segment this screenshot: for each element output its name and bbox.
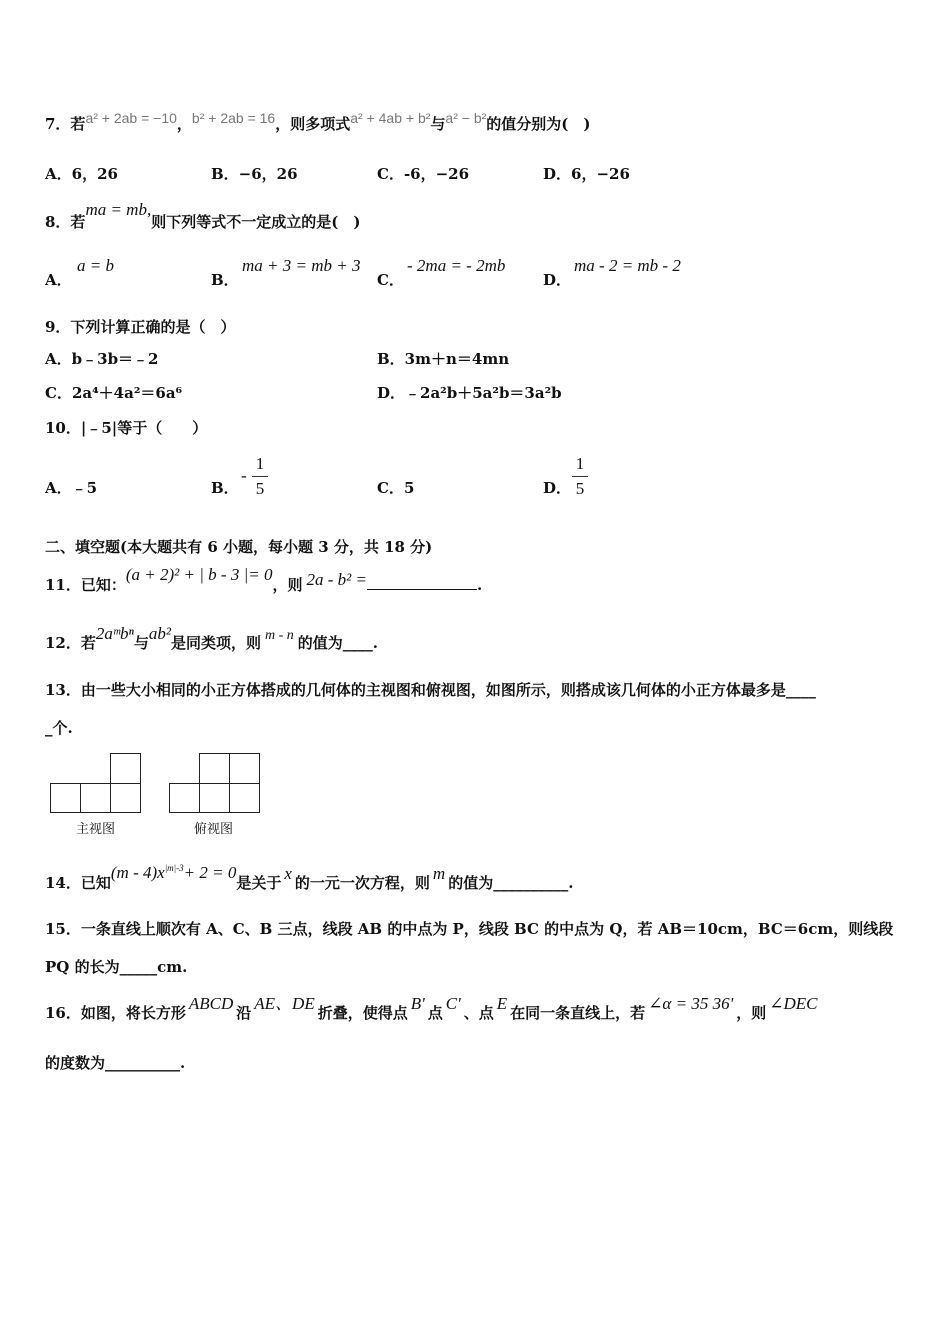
front-view-label: 主视图 — [76, 822, 116, 837]
q7-tail: 的值分别为( ) — [486, 115, 591, 133]
q8-expr-d: ma - 2 = mb - 2 — [574, 256, 681, 275]
q10-option-a: A．﹣5 — [45, 479, 98, 497]
top-view-label: 俯视图 — [194, 822, 234, 837]
q8-expr-c: - 2ma = - 2mb — [407, 256, 506, 275]
q16-mid3: 在同一条直线上，若 — [510, 1004, 646, 1022]
q14-mid2: 的一元一次方程，则 — [294, 874, 430, 892]
q13-line2: _个. — [45, 719, 73, 737]
q16-line1 — [45, 994, 818, 1023]
q11-number: 11．已知： — [45, 576, 126, 594]
q7-option-a: A．6，26 — [45, 165, 118, 183]
q12-yu: 与 — [133, 634, 149, 652]
q14-equation-tail: + 2 = 0 — [183, 863, 237, 882]
front-view-cell — [50, 783, 81, 813]
q15-line1: 15．一条直线上顺次有 A、C、B 三点，线段 AB 的中点为 P，线段 BC 的中点为 Q，若 AB＝10cm，BC＝6cm，则线段 — [45, 920, 894, 938]
q9-stem: 9．下列计算正确的是（ ） — [45, 318, 236, 336]
q7-sep: ， — [176, 115, 192, 133]
q13-line1: 13．由一些大小相同的小正方体搭成的几何体的主视图和俯视图，如图所示，则搭成该几何体的小正方体最多是____ — [45, 681, 816, 699]
q12-tail: 的值为____. — [297, 634, 378, 652]
q14-number: 14．已知 — [45, 874, 111, 892]
q16-point-b: B' — [410, 994, 425, 1013]
top-view-cell — [169, 783, 200, 813]
section-2-heading: 二、填空题(本大题共有 6 小题，每小题 3 分，共 18 分) — [45, 538, 433, 556]
q12-mid: 是同类项，则 — [170, 634, 261, 652]
q16-dian: 点 — [427, 1004, 443, 1022]
q12-number: 12．若 — [45, 634, 96, 652]
q9-option-d: D．﹣2a²b＋5a²b＝3a²b — [377, 384, 562, 402]
fraction-denominator: 5 — [255, 479, 265, 498]
q7-expr4: a² − b² — [445, 110, 487, 126]
q16-fold-lines: AE、DE — [254, 994, 315, 1013]
front-view-cell — [110, 783, 141, 813]
q11-line — [45, 565, 483, 595]
q12-line — [45, 624, 378, 655]
top-view-cell — [229, 753, 260, 784]
q7-yu: 与 — [430, 115, 446, 133]
q7-expr1: a² + 2ab = −10 — [85, 110, 177, 126]
q11-answer-blank[interactable] — [367, 575, 477, 590]
q12-expr: m - n — [264, 628, 294, 643]
q7-mid: ，则多项式 — [275, 115, 351, 133]
front-view-cell — [80, 783, 111, 813]
q7-number: 7．若 — [45, 115, 86, 133]
q7-option-c: C．-6，−26 — [377, 165, 470, 183]
q11-expr: 2a - b² = — [306, 570, 367, 589]
q14-mid: 是关于 — [236, 874, 282, 892]
q12-term2: ab² — [148, 624, 171, 643]
q16-point-c: C' — [445, 994, 461, 1013]
q10-option-d-label: D． — [543, 479, 572, 497]
q9-option-c: C．2a⁴＋4a²＝6a⁶ — [45, 384, 183, 402]
q8-tail: 则下列等式不一定成立的是( ) — [151, 213, 361, 231]
q8-line — [45, 200, 361, 232]
q10-option-b-fraction — [252, 454, 268, 499]
q16-angle-alpha: ∠α = 35 36' — [648, 994, 734, 1013]
q8-label-d: D． — [543, 271, 572, 289]
q16-mid2: 、点 — [463, 1004, 494, 1022]
top-view-cell — [199, 783, 230, 813]
q11-tail: . — [476, 576, 483, 594]
q10-stem: 10．|﹣5|等于（ ） — [45, 419, 208, 437]
q10-option-b-sign: - — [241, 466, 247, 485]
q16-ze: ，则 — [736, 1004, 767, 1022]
q11-condition: (a + 2)² + | b - 3 |= 0 — [125, 565, 273, 584]
front-view-cell — [110, 753, 141, 784]
q8-expr-b: ma + 3 = mb + 3 — [242, 256, 361, 275]
q8-label-a: A． — [45, 271, 72, 289]
q10-option-b-label: B． — [211, 479, 239, 497]
q12-term1: 2aᵐbⁿ — [95, 624, 134, 643]
q9-option-b: B．3m＋n＝4mn — [377, 350, 510, 368]
fraction-numerator: 1 — [255, 454, 265, 473]
fraction-numerator: 1 — [575, 454, 585, 473]
q7-expr3: a² + 4ab + b² — [350, 110, 431, 126]
q8-condition: ma = mb, — [85, 200, 152, 219]
q16-line2: 的度数为__________. — [45, 1054, 186, 1072]
q16-yan: 沿 — [236, 1004, 252, 1022]
top-view-cell — [229, 783, 260, 813]
q7-option-b: B．−6，26 — [211, 165, 298, 183]
fraction-denominator: 5 — [575, 479, 585, 498]
q14-exponent: |m|-3 — [164, 863, 184, 873]
q15-line2: PQ 的长为_____cm. — [45, 958, 188, 976]
q14-equation: (m - 4)x — [110, 863, 165, 882]
q9-option-a: A．b﹣3b＝﹣2 — [45, 350, 159, 368]
q8-label-c: C． — [377, 271, 404, 289]
q16-number: 16．如图，将长方形 — [45, 1004, 186, 1022]
q7-line — [45, 110, 591, 134]
q16-rectangle: ABCD — [188, 994, 234, 1013]
q8-expr-a: a = b — [77, 256, 114, 275]
q10-option-c: C．5 — [377, 479, 415, 497]
q8-number: 8．若 — [45, 213, 86, 231]
q11-mid: ，则 — [272, 576, 303, 594]
q14-variable-m: m — [432, 864, 446, 883]
q14-variable-x: x — [284, 864, 292, 883]
top-view-cell — [199, 753, 230, 784]
q14-line — [45, 863, 574, 895]
q14-tail: 的值为__________. — [448, 874, 574, 892]
q7-option-d: D．6，−26 — [543, 165, 630, 183]
q16-mid: 折叠，使得点 — [317, 1004, 408, 1022]
fraction-bar — [572, 476, 588, 477]
q16-point-e: E — [496, 994, 508, 1013]
q16-angle-dec: ∠DEC — [769, 994, 818, 1013]
q7-expr2: b² + 2ab = 16 — [191, 110, 276, 126]
fraction-bar — [252, 476, 268, 477]
q8-label-b: B． — [211, 271, 239, 289]
q10-option-d-fraction — [572, 454, 588, 499]
